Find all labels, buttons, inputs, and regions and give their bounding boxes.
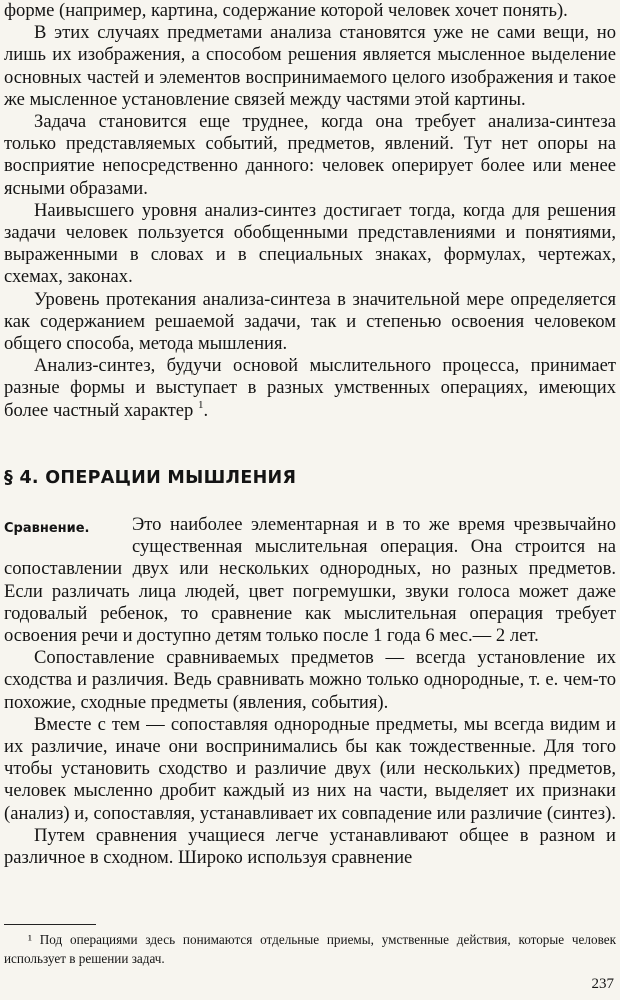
- paragraph: Задача становится еще труднее, когда она требует анализа-синтеза только представляемых событий, предметов, явлений. Тут нет опоры на восприятие непосредственно данного: человек оперирует более или менее ясными образами.: [4, 111, 616, 199]
- paragraph: В этих случаях предметами анализа становятся уже не сами вещи, но лишь их изображения, а способом решения является мысленное выделение основных частей и элементов воспринимаемого целого изображения и такое же мысленное установление связей между частями этой картины.: [4, 22, 616, 110]
- bottom-text-block: [4, 514, 616, 869]
- footnote-marker: 1: [197, 398, 204, 411]
- paragraph: Уровень протекания анализа-синтеза в значительной мере определяется как содержанием решаемой задачи, так и степенью освоения человеком общего способа, метода мышления.: [4, 288, 616, 355]
- paragraph-text: Анализ-синтез, будучи основой мыслительного процесса, принимает разные формы и выступает в разных умственных операциях, имеющих более частный характер: [4, 355, 616, 421]
- top-text-block: [4, 0, 616, 422]
- footnote: ¹ Под операциями здесь понимаются отдельные приемы, умственные действия, которые человек использует в решении задач.: [4, 932, 616, 966]
- paragraph: Это наиболее элементарная и в то же время чрезвычайно существенная мыслительная операция. Она строится на сопоставлении двух или нескольких однородных, но разных предметов. Если различать лица людей, цвет погремушки, звуки голоса может даже годовалый ребенок, то сравнение как мыслительная операция требует освоения речи и доступно детям только после 1 года 6 мес.— 2 лет.: [4, 514, 616, 647]
- footnote-divider: [4, 924, 96, 925]
- section-heading: § 4. ОПЕРАЦИИ МЫШЛЕНИЯ: [4, 468, 297, 488]
- paragraph: Сопоставление сравниваемых предметов — всегда установление их сходства и различия. Ведь сравнивать можно только однородные, т. е. чем-то похожие, сходные предметы (явления, события).: [4, 647, 616, 713]
- side-label: Сравнение.: [4, 521, 90, 536]
- paragraph: Наивысшего уровня анализ-синтез достигает тогда, когда для решения задачи человек пользуется обобщенными представлениями и понятиями, выраженными в словах и в специальных знаках, формулах, чертежах, схемах, законах.: [4, 199, 616, 288]
- paragraph: Вместе с тем — сопоставляя однородные предметы, мы всегда видим и их различие, иначе они воспринимались бы как тождественные. Для того чтобы установить сходство и различие двух (или нескольких) предметов, человек мысленно дробит каждый из них на части, выделяет их признаки (анализ) и, сопоставляя, устанавливает их совпадение или различие (синтез).: [4, 713, 616, 824]
- paragraph: Путем сравнения учащиеся легче устанавливают общее в разном и различное в сходном. Широко используя сравнение: [4, 824, 616, 869]
- paragraph-last: Анализ-синтез, будучи основой мыслительного процесса, принимает разные формы и выступает в разных умственных операциях, имеющих более частный характер $^1$.: [4, 355, 616, 421]
- page-number: 237: [591, 976, 614, 992]
- paragraph: форме (например, картина, содержание которой человек хочет понять).: [4, 0, 568, 21]
